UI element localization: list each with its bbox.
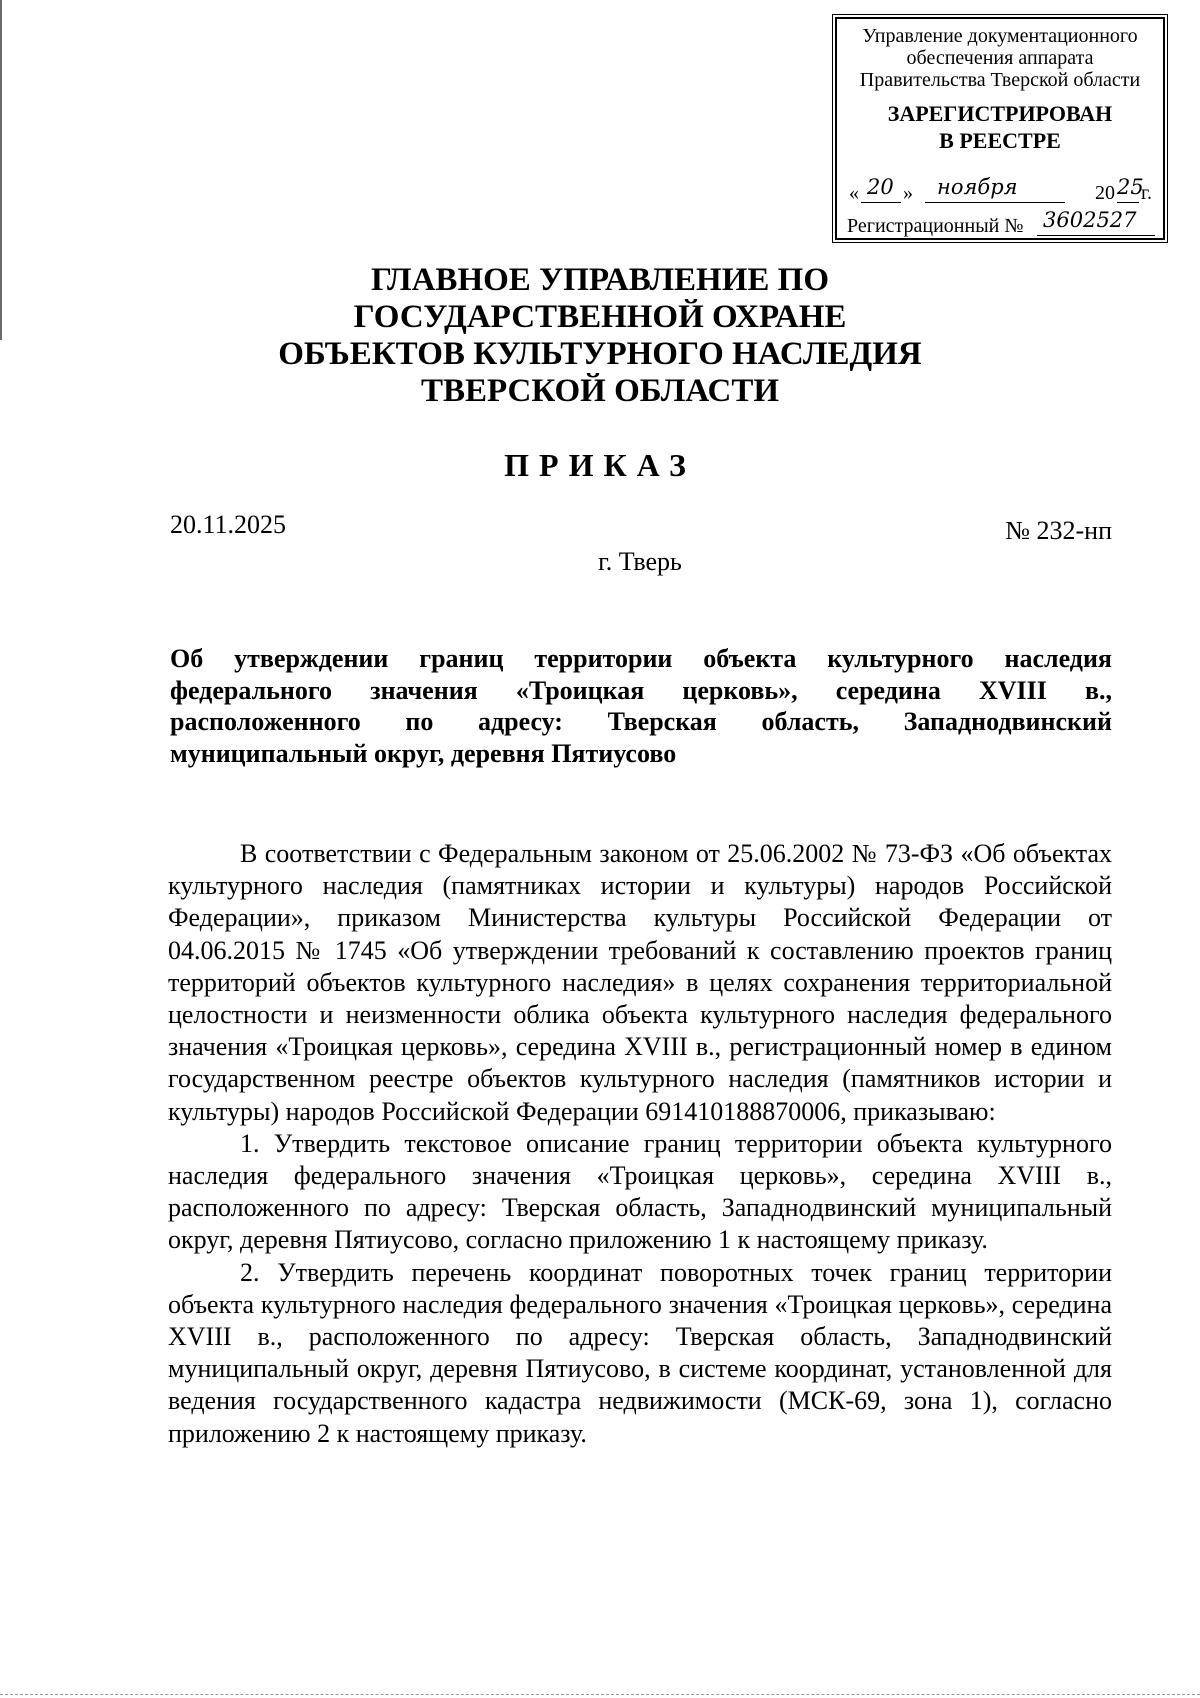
stamp-number-line <box>847 208 1157 239</box>
stamp-date-close-quote: » <box>903 182 913 204</box>
document-date: 20.11.2025 <box>170 510 287 539</box>
stamp-reg-number-label: Регистрационный № <box>847 215 1024 237</box>
stamp-org-line-1: Управление документационного <box>862 25 1138 47</box>
org-title-line-2: ГОСУДАРСТВЕННОЙ ОХРАНЕ <box>353 299 847 335</box>
stamp-reg-number: 3602527 <box>1043 208 1137 232</box>
registration-stamp <box>835 17 1165 240</box>
stamp-organization <box>837 25 1163 91</box>
body-item-1: 1. Утвердить текстовое описание границ территории объекта культурного наследия федерального значения «Троицкая церковь», середина XVIII в., расположенного по адресу: Тверская область, Западнодвинский муниципальный округ, деревня Пятиусово, согласно приложению 1 к настоящему приказу. <box>168 1128 1112 1255</box>
org-title-line-3: ОБЪЕКТОВ КУЛЬТУРНОГО НАСЛЕДИЯ <box>278 336 922 372</box>
document-body <box>168 838 1112 1450</box>
stamp-org-line-2: обеспечения аппарата <box>906 47 1094 69</box>
stamp-org-line-3: Правительства Тверской области <box>859 69 1141 91</box>
document-city: г. Тверь <box>598 547 682 576</box>
stamp-date-year-suffix: 25 <box>1117 175 1144 199</box>
scan-edge <box>0 0 2 340</box>
stamp-registered-line-1: ЗАРЕГИСТРИРОВАН <box>887 101 1113 126</box>
organization-title <box>250 262 950 410</box>
document-number: № 232-нп <box>1005 516 1112 545</box>
stamp-registered-line-2: В РЕЕСТРЕ <box>939 128 1061 153</box>
org-title-line-1: ГЛАВНОЕ УПРАВЛЕНИЕ ПО <box>371 262 829 298</box>
stamp-registered-title <box>837 100 1163 154</box>
body-preamble: В соответствии с Федеральным законом от 25.06.2002 № 73-ФЗ «Об объектах культурного наследия (памятниках истории и культуры) народов Российской Федерации», приказом Министерства культуры Российской Федерации от 04.06.2015 № 1745 «Об утверждении требований к составлению проектов границ территорий объектов культурного наследия» в целях сохранения территориальной целостности и неизменности облика объекта культурного наследия федерального значения «Троицкая церковь», середина XVIII в., регистрационный номер в едином государственном реестре объектов культурного наследия (памятников истории и культуры) народов Российской Федерации 691410188870006, приказываю: <box>168 839 1112 1126</box>
stamp-date-year-prefix: 20 <box>1095 182 1115 204</box>
scan-bottom-edge <box>0 1694 1200 1696</box>
stamp-date-month: ноября <box>937 175 1018 199</box>
body-item-2: 2. Утвердить перечень координат поворотных точек границ территории объекта культурного наследия федерального значения «Троицкая церковь», середина XVIII в., расположенного по адресу: Тверская область, Западнодвинский муниципальный округ, деревня Пятиусово, в системе координат, установленной для ведения государственного кадастра недвижимости (МСК-69, зона 1), согласно приложению 2 к настоящему приказу. <box>168 1257 1112 1448</box>
stamp-date-open-quote: « <box>849 182 859 204</box>
org-title-line-4: ТВЕРСКОЙ ОБЛАСТИ <box>420 373 780 409</box>
document-subject: Об утверждении границ территории объекта культурного наследия федерального значения «Троицкая церковь», середина XVIII в., расположенного по адресу: Тверская область, Западнодвинский муниципальный округ, деревня Пятиусово <box>170 644 1112 768</box>
stamp-date-line <box>847 175 1157 208</box>
stamp-date-day: 20 <box>867 175 894 199</box>
stamp-date-year-g: г. <box>1141 182 1152 204</box>
document-type-heading: ПРИКАЗ <box>504 447 696 483</box>
